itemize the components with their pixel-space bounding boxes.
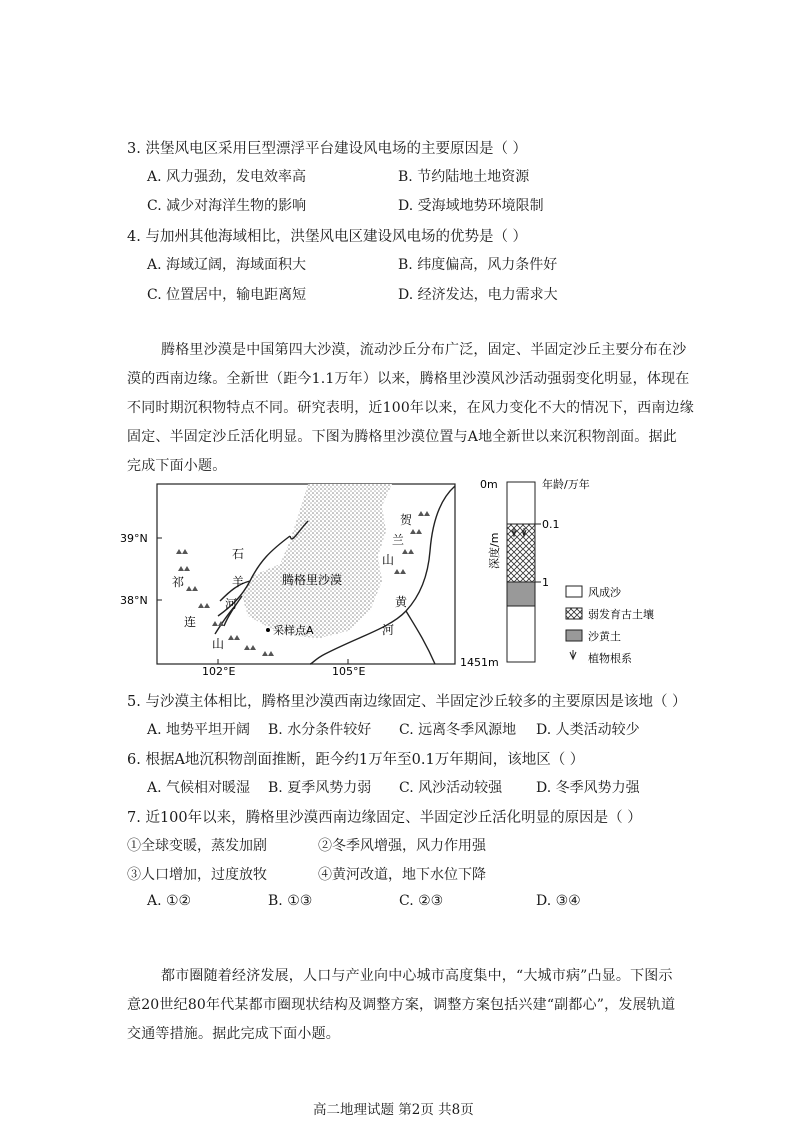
map-label-yang: 羊 [232, 575, 245, 589]
lat-38-label: 38°N [120, 594, 148, 607]
q7-option-b: B. ①③ [268, 893, 313, 909]
lon-102-label: 102°E [202, 665, 236, 676]
q5-option-a: A. 地势平坦开阔 [147, 722, 251, 738]
sample-point-label: 采样点A [273, 624, 314, 637]
profile-age-01: 0.1 [542, 518, 560, 531]
passage2-line-4: 固定、半固定沙丘活化明显。下图为腾格里沙漠位置与A地全新世以来沉积物剖面。据此 [127, 429, 677, 445]
q3-option-c: C. 减少对海洋生物的影响 [147, 198, 307, 214]
map-label-he-lan: 贺 [400, 513, 413, 527]
sediment-profile [460, 474, 680, 670]
legend-label-paleosol: 弱发育古土壤 [588, 608, 654, 621]
profile-top-label: 0m [480, 478, 498, 491]
profile-age-label: 年龄/万年 [542, 478, 590, 491]
legend-swatch-loess [566, 630, 582, 641]
q7-option-d: D. ③④ [536, 893, 581, 909]
q6-stem: 6. 根据A地沉积物剖面推断，距今约1万年至0.1万年期间，该地区（ ） [127, 752, 585, 768]
q5-option-c: C. 远离冬季风源地 [399, 722, 517, 738]
q7-item-1: ①全球变暖，蒸发加剧 [127, 838, 267, 854]
legend-swatch-paleosol [566, 608, 582, 619]
legend-label-roots: 植物根系 [588, 652, 632, 665]
map-label-shan: 山 [212, 637, 225, 651]
lon-105-label: 105°E [332, 665, 366, 676]
map-label-huang: 黄 [395, 595, 408, 609]
map-label-lan: 兰 [392, 533, 405, 547]
layer-sandy-loess [507, 582, 535, 606]
map-label-shi: 石 [232, 547, 245, 561]
profile-depth-label: 深度/m [488, 532, 501, 569]
map-label-qi: 祁 [172, 575, 185, 589]
q7-option-c: C. ②③ [399, 893, 444, 909]
passage3-line-2: 意20世纪80年代某都市圈现状结构及调整方案，调整方案包括兴建“副都心”，发展轨道 [127, 997, 676, 1013]
map-label-shan2: 山 [382, 553, 395, 567]
q7-item-2: ②冬季风增强，风力作用强 [318, 838, 486, 854]
q4-option-a: A. 海域辽阔，海域面积大 [147, 257, 307, 273]
q3-option-b: B. 节约陆地土地资源 [398, 169, 530, 185]
sample-point-a-marker [266, 628, 270, 632]
q6-option-a: A. 气候相对暖湿 [147, 780, 251, 796]
q3-option-a: A. 风力强劲，发电效率高 [147, 169, 307, 185]
desert-label: 腾格里沙漠 [282, 573, 343, 587]
legend-label-loess: 沙黄土 [588, 630, 621, 643]
tengger-desert-map [120, 476, 460, 676]
q3-stem: 3. 洪堡风电区采用巨型漂浮平台建设风电场的主要原因是（ ） [127, 141, 528, 157]
map-label-he2: 河 [382, 623, 395, 637]
map-label-lian: 连 [184, 615, 197, 629]
q4-stem: 4. 与加州其他海域相比，洪堡风电区建设风电场的优势是（ ） [127, 229, 528, 245]
q5-option-b: B. 水分条件较好 [268, 722, 372, 738]
passage2-line-5: 完成下面小题。 [127, 458, 227, 474]
q3-option-d: D. 受海域地势环境限制 [398, 198, 544, 214]
legend-root-icon [570, 650, 576, 659]
q4-option-d: D. 经济发达，电力需求大 [398, 287, 558, 303]
q6-option-c: C. 风沙活动较强 [399, 780, 503, 796]
q7-stem: 7. 近100年以来，腾格里沙漠西南边缘固定、半固定沙丘活化明显的原因是（ ） [127, 810, 642, 826]
passage2-line-3: 不同时期沉积物特点不同。研究表明，近100年以来，在风力变化不大的情况下，西南边缘 [127, 400, 694, 416]
legend-label-aeolian: 风成沙 [588, 586, 621, 599]
q5-stem: 5. 与沙漠主体相比，腾格里沙漠西南边缘固定、半固定沙丘较多的主要原因是该地（ ） [127, 694, 687, 710]
q4-option-b: B. 纬度偏高，风力条件好 [398, 257, 558, 273]
q4-option-c: C. 位置居中，输电距离短 [147, 287, 307, 303]
layer-aeolian-top [507, 482, 535, 524]
page-footer: 高二地理试题 第2页 共8页 [313, 1102, 474, 1118]
profile-bottom-label: 1451m [460, 656, 499, 669]
legend-swatch-aeolian [566, 586, 582, 597]
map-label-he: 河 [225, 597, 238, 611]
lat-39-label: 39°N [120, 532, 148, 545]
passage3-line-1: 都市圈随着经济发展，人口与产业向中心城市高度集中，“大城市病”凸显。下图示 [161, 968, 673, 984]
q7-item-3: ③人口增加，过度放牧 [127, 867, 267, 883]
passage2-line-1: 腾格里沙漠是中国第四大沙漠，流动沙丘分布广泛，固定、半固定沙丘主要分布在沙 [161, 342, 687, 358]
layer-aeolian-bottom [507, 606, 535, 662]
q7-item-4: ④黄河改道，地下水位下降 [318, 867, 486, 883]
layer-paleosol [507, 524, 535, 582]
profile-age-1: 1 [542, 576, 549, 589]
q5-option-d: D. 人类活动较少 [536, 722, 640, 738]
passage2-line-2: 漠的西南边缘。全新世（距今1.1万年）以来，腾格里沙漠风沙活动强弱变化明显，体现在 [127, 371, 690, 387]
q6-option-b: B. 夏季风势力弱 [268, 780, 372, 796]
passage3-line-3: 交通等措施。据此完成下面小题。 [127, 1026, 340, 1042]
q6-option-d: D. 冬季风势力强 [536, 780, 640, 796]
q7-option-a: A. ①② [147, 893, 192, 909]
